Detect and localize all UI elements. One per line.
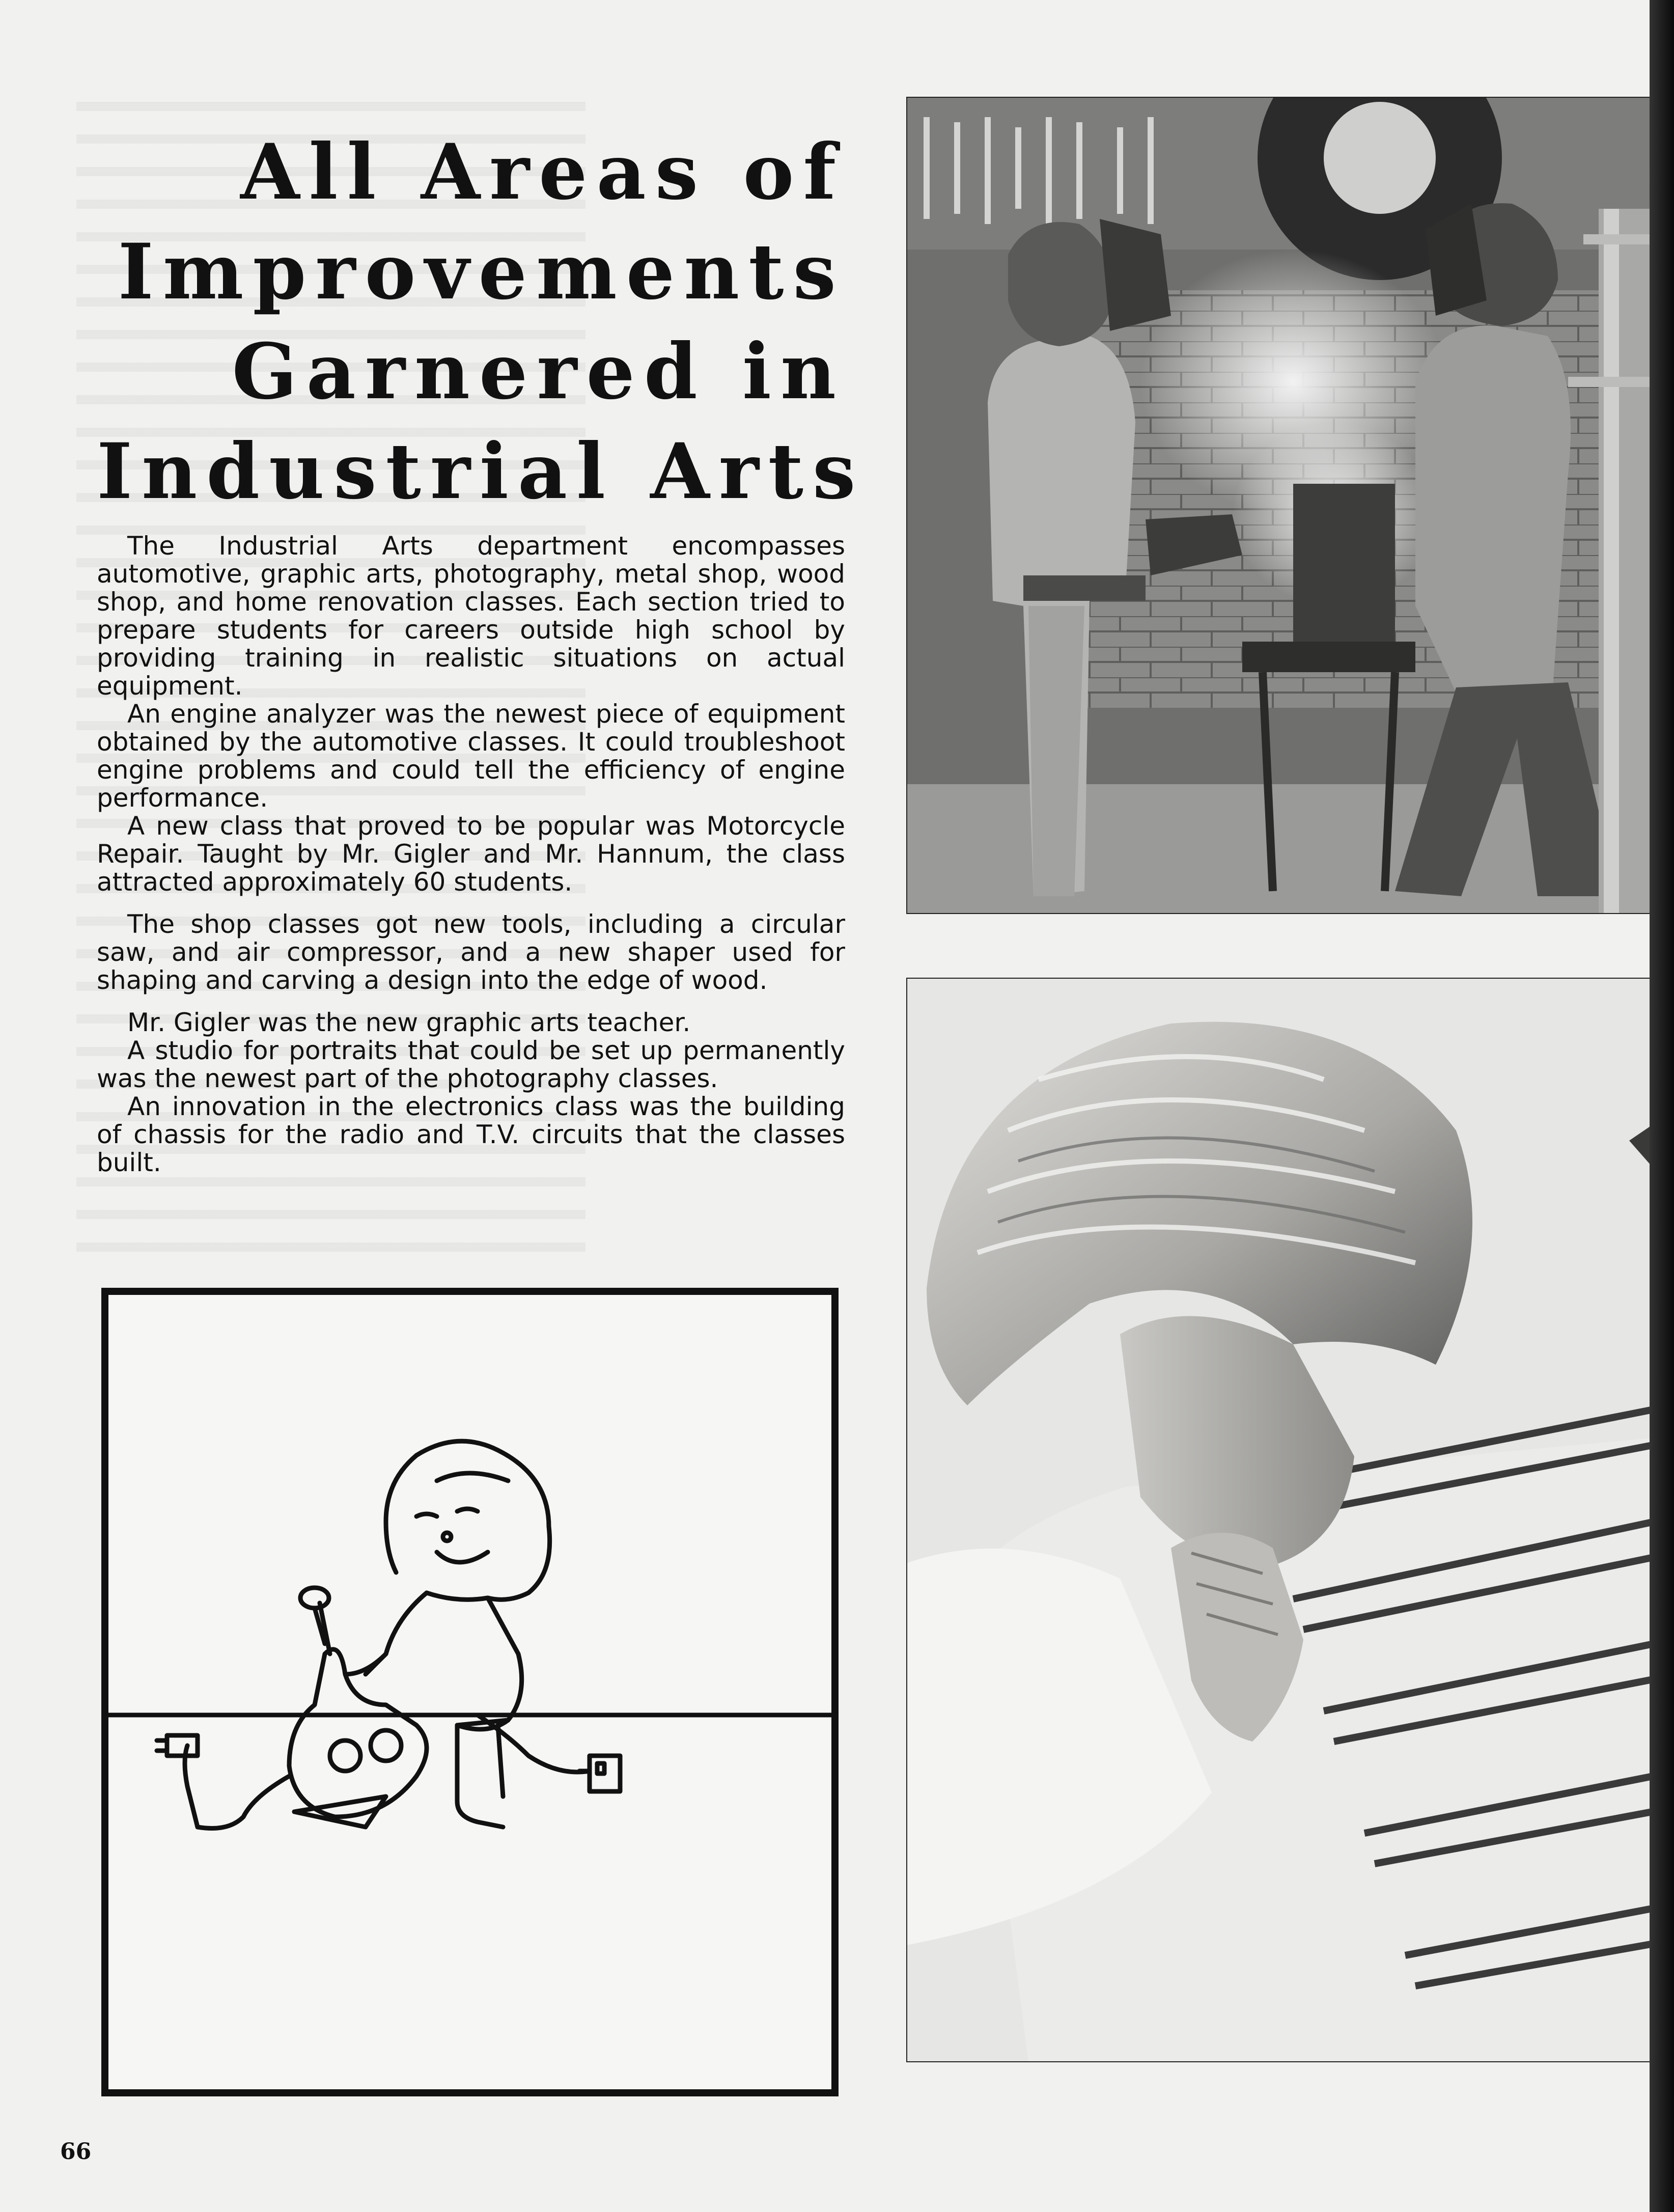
page-number: 66 bbox=[60, 2139, 92, 2165]
paragraph-7: An innovation in the electronics class was the building of chassis for the radio and T.V. circuits that the classes built. bbox=[97, 1092, 845, 1177]
binding-edge bbox=[1650, 0, 1674, 2212]
paragraph-6: A studio for portraits that could be set up permanently was the newest part of the photography classes. bbox=[97, 1036, 845, 1093]
paragraph-2: An engine analyzer was the newest piece of equipment obtained by the automotive classes. It could troubleshoot engine problems and could tell the efficiency of engine performance. bbox=[97, 699, 845, 813]
child-with-power-tool-icon bbox=[101, 1287, 839, 2097]
boy-striped-shirt-icon bbox=[906, 978, 1674, 2062]
boy-striped-shirt-photo bbox=[906, 978, 1674, 2062]
paragraph-1: The Industrial Arts department encompasses automotive, graphic arts, photography, metal shop, wood shop, and home renovation classes. Each section tried to prepare students for careers outside high school by providing training in realistic situations on actual equipment. bbox=[97, 531, 845, 701]
headline-line-1: All Areas of bbox=[240, 127, 845, 217]
article-body bbox=[97, 532, 845, 1177]
welding-students-photo bbox=[906, 97, 1674, 914]
welding-students-icon bbox=[906, 97, 1674, 914]
paragraph-5: Mr. Gigler was the new graphic arts teacher. bbox=[127, 1008, 691, 1037]
headline-line-2: Improvements bbox=[118, 227, 845, 317]
cartoon-illustration bbox=[101, 1287, 839, 2097]
headline-line-4: Industrial Arts bbox=[97, 427, 865, 516]
headline bbox=[97, 122, 865, 521]
paragraph-3: A new class that proved to be popular was Motorcycle Repair. Taught by Mr. Gigler and Mr. Hannum, the class attracted approximately 60 students. bbox=[97, 811, 845, 897]
headline-line-3: Garnered in bbox=[232, 327, 845, 417]
paragraph-4: The shop classes got new tools, including a circular saw, and air compressor, and a new shaper used for shaping and carving a design into the edge of wood. bbox=[97, 909, 845, 995]
